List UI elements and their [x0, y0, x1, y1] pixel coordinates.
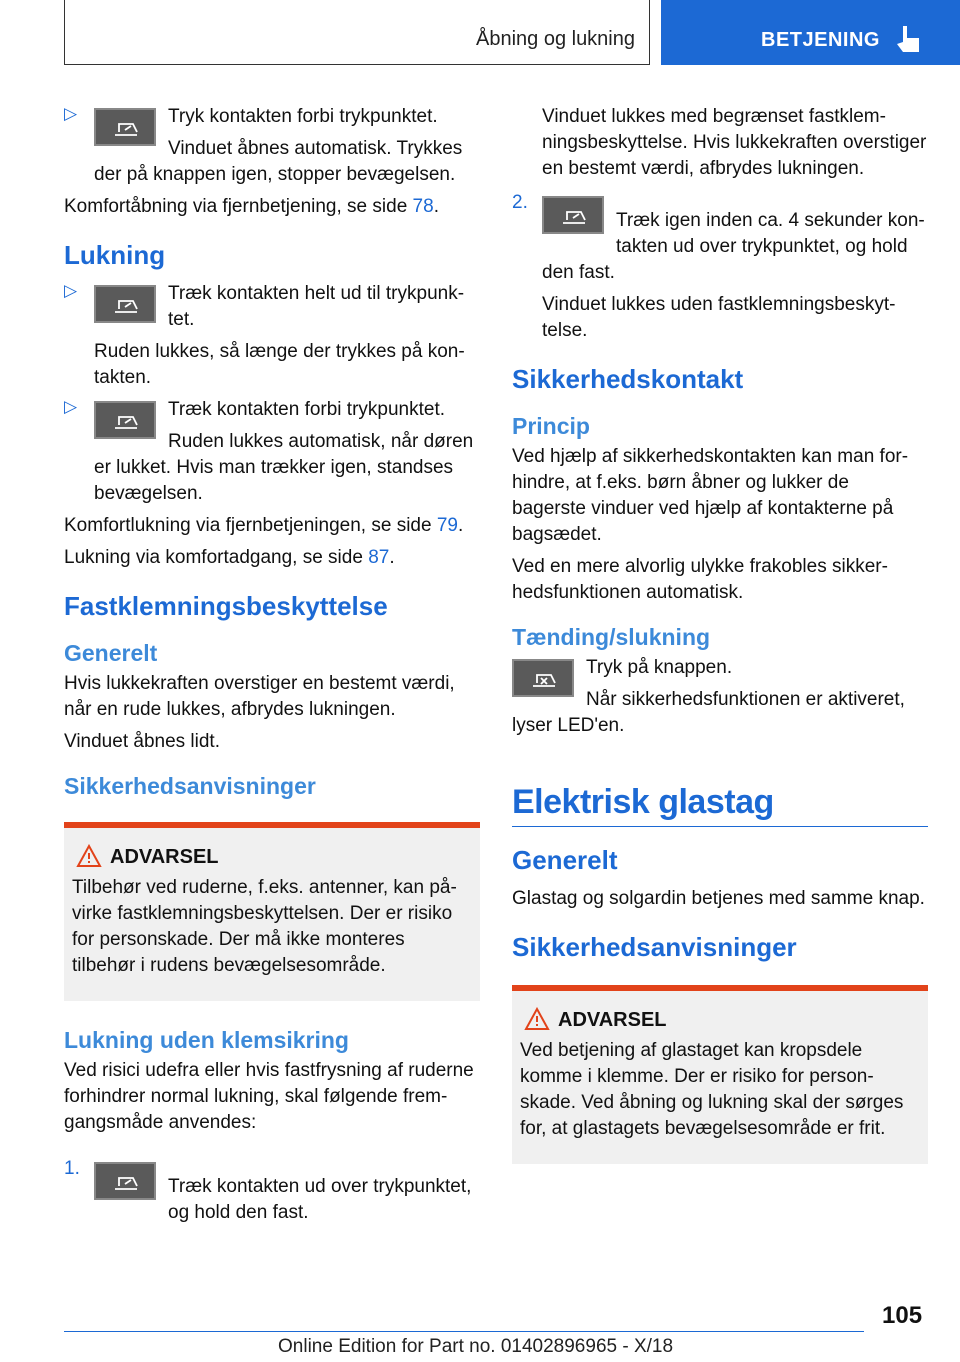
right-column	[512, 104, 928, 1170]
step-number: 2.	[512, 192, 528, 213]
comfort-open-link[interactable]: 78	[412, 196, 434, 217]
section-tab	[64, 0, 650, 65]
open-step-text: Tryk kontakten forbi trykpunktet.	[168, 106, 438, 127]
heading-sikkerhed-2: Sikkerhedsanvisninger	[512, 932, 797, 962]
window-switch-icon	[94, 401, 156, 439]
window-switch-icon	[94, 285, 156, 323]
window-switch-icon	[94, 108, 156, 146]
footer-edition: Online Edition for Part no. 01402896965 - X/18	[278, 1336, 674, 1357]
comfort-access-label: Lukning via komfortadgang, se side	[64, 547, 369, 568]
close-step-1-text: Træk kontakten helt ud til trykpunktet.	[168, 283, 465, 330]
taending-text: Tryk på knappen.	[586, 657, 733, 678]
generelt-text-2: Vinduet åbnes lidt.	[64, 731, 220, 752]
hand-pointer-icon	[893, 24, 923, 56]
warning-triangle-icon	[524, 1007, 550, 1031]
heading-taending: Tænding/slukning	[512, 624, 711, 650]
triangle-marker-icon: ▷	[64, 104, 78, 123]
comfort-close-label: Komfortlukning via fjernbetjeningen, se side	[64, 515, 437, 536]
warning-2-text: Ved betjening af glastaget kan kropsdele komme i klemme. Der er risiko for personskade. Ved åbning og lukning skal der sørges for, at glastagets bevægelsesområde er frit.	[520, 1040, 904, 1139]
generelt-2-text: Glastag og solgardin betjenes med samme knap.	[512, 888, 925, 909]
close-step-2-text: Træk kontakten forbi trykpunktet.	[168, 399, 446, 420]
heading-generelt: Generelt	[64, 640, 158, 666]
step-number: 1.	[64, 1158, 80, 1179]
page-header	[0, 0, 960, 66]
heading-uden-klemsikring: Lukning uden klemsikring	[64, 1027, 349, 1053]
comfort-access-text: Lukning via komfortadgang, se side 87.	[64, 547, 395, 568]
triangle-marker-icon: ▷	[64, 281, 78, 300]
emergency-step-1-text: Træk kontakten ud over trykpunktet, og hold den fast.	[168, 1176, 472, 1223]
step-1-continued: Vinduet lukkes med begrænset fastklemningsbeskyttelse. Hvis lukkekraften overstiger en bestemt værdi, afbrydes lukningen.	[542, 106, 927, 179]
child-lock-switch-icon	[512, 659, 574, 697]
comfort-open-text: Komfortåbning via fjernbetjening, se side 78.	[64, 196, 439, 217]
triangle-marker-icon: ▷	[64, 397, 78, 416]
warning-title-2	[520, 1009, 920, 1032]
princip-text-2: Ved en mere alvorlig ulykke frakobles sikkerhedsfunktionen automatisk.	[512, 556, 888, 603]
emergency-step-2	[512, 192, 928, 344]
window-switch-icon	[542, 196, 604, 234]
heading-princip: Princip	[512, 413, 590, 439]
princip-text-1: Ved hjælp af sikkerhedskontakten kan man forhindre, at f.eks. børn åbner og lukker de bagerste vinduer ved hjælp af kontakterne på bagsædet.	[512, 446, 909, 545]
close-step-1	[64, 281, 480, 397]
heading-generelt-2: Generelt	[512, 845, 618, 875]
heading-fastklemning: Fastklemningsbeskyttelse	[64, 591, 388, 621]
generelt-text-1: Hvis lukkekraften overstiger en bestemt værdi, når en rude lukkes, afbrydes lukningen.	[64, 673, 455, 720]
warning-box-2	[512, 985, 928, 1164]
warning-triangle-icon	[76, 844, 102, 868]
warning-title-2-text: ADVARSEL	[558, 1009, 667, 1031]
footer-divider	[64, 1331, 864, 1332]
emergency-step-1	[64, 1158, 480, 1226]
window-switch-icon	[94, 1162, 156, 1200]
emergency-step-2-desc: Vinduet lukkes uden fastklemningsbeskyttelse.	[542, 294, 896, 341]
comfort-close-link[interactable]: 79	[436, 515, 458, 536]
taending-desc: Når sikkerhedsfunktionen er aktiveret, lyser LED'en.	[512, 689, 905, 736]
close-step-1-desc: Ruden lukkes, så længe der trykkes på kontakten.	[94, 341, 465, 388]
taending-block	[512, 655, 928, 745]
emergency-step-2-text: Træk igen inden ca. 4 sekunder kontakten ud over trykpunktet, og hold den fast.	[542, 210, 925, 283]
close-step-2	[64, 397, 480, 513]
comfort-access-link[interactable]: 87	[368, 547, 390, 568]
chapter-title: BETJENING	[761, 29, 880, 51]
left-column	[64, 104, 480, 1232]
warning-title-text: ADVARSEL	[110, 846, 219, 868]
open-step-desc: Vinduet åbnes automatisk. Trykkes der på knappen igen, stopper bevægelsen.	[94, 138, 463, 185]
heading-lukning: Lukning	[64, 240, 166, 270]
heading-sikkerhed: Sikkerhedsanvisninger	[64, 773, 316, 799]
warning-title	[72, 846, 472, 869]
warning-text: Tilbehør ved ruderne, f.eks. antenner, kan påvirke fastklemningsbeskyttelsen. Der er risiko for personskade. Der må ikke monteres tilbehør i rudens bevægelsesområde.	[72, 877, 457, 976]
uden-text: Ved risici udefra eller hvis fastfrysning af ruderne forhindrer normal lukning, skal følgende fremgangsmåde anvendes:	[64, 1060, 474, 1133]
heading-elektrisk-glastag: Elektrisk glastag	[512, 783, 928, 827]
chapter-tab[interactable]	[661, 0, 960, 65]
heading-sikkerhedskontakt: Sikkerhedskontakt	[512, 364, 744, 394]
close-step-2-desc: Ruden lukkes automatisk, når døren er lukket. Hvis man trækker igen, standses bevægelsen.	[94, 431, 474, 504]
comfort-open-label: Komfortåbning via fjernbetjening, se side	[64, 196, 413, 217]
page-number: 105	[882, 1302, 923, 1329]
section-title: Åbning og lukning	[475, 28, 635, 50]
open-step	[64, 104, 480, 194]
comfort-close-text: Komfortlukning via fjernbetjeningen, se side 79.	[64, 515, 464, 536]
warning-box	[64, 822, 480, 1001]
